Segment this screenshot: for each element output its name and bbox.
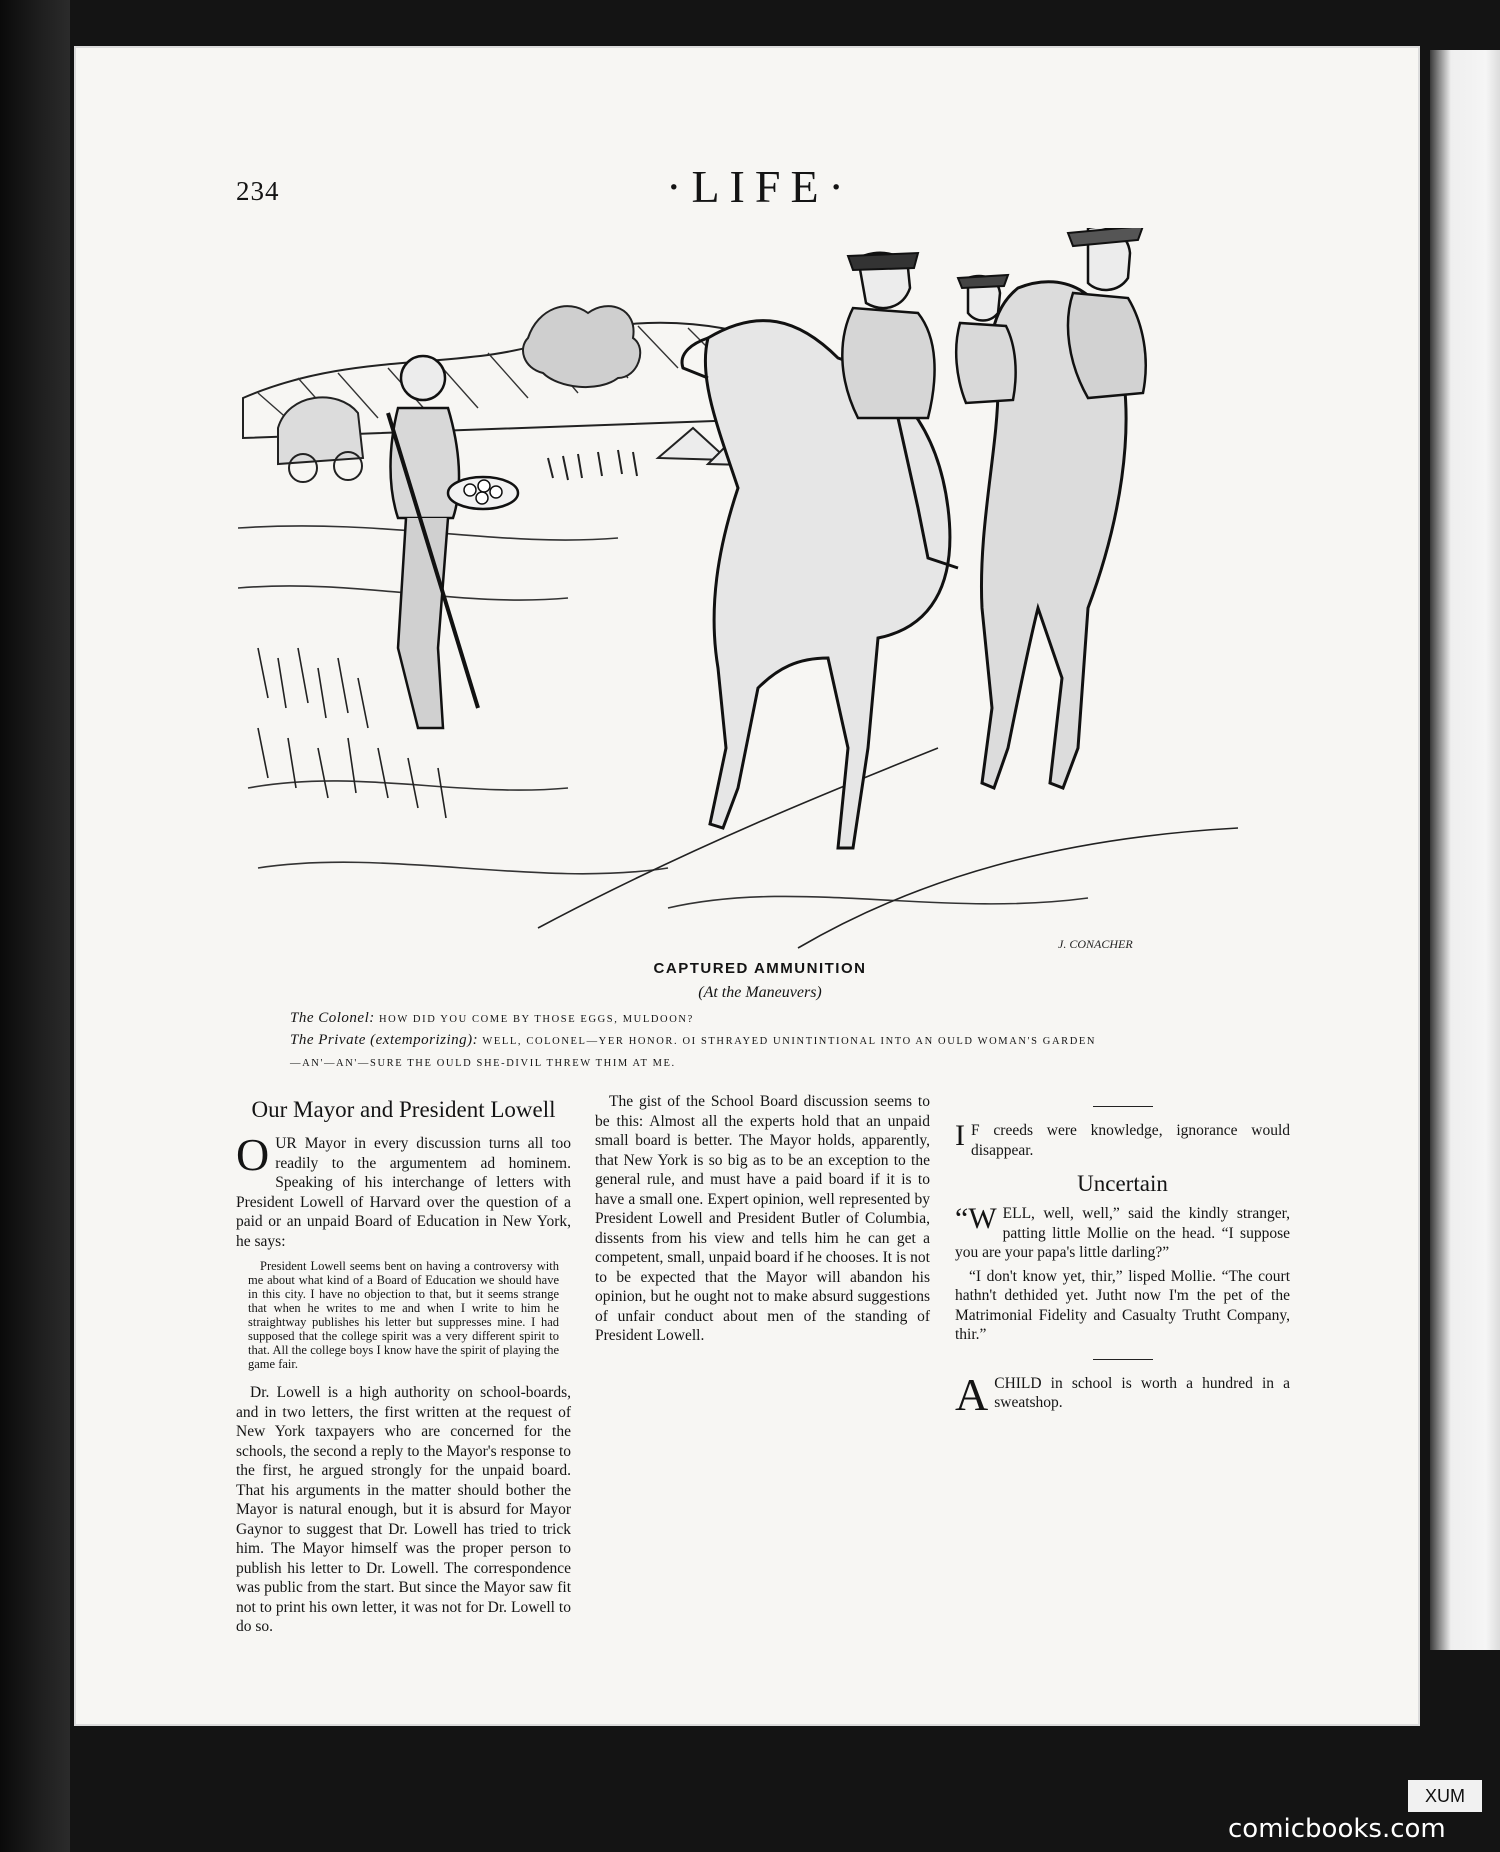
- drop-cap: “W: [955, 1202, 997, 1235]
- illustration-signature: J. CONACHER: [1058, 937, 1133, 951]
- text-column-2: [595, 1092, 930, 1350]
- article-paragraph: “I don't know yet, thir,” lisped Mollie. “The court hathn't dethided yet. Jutht now I'm the pet of the Matrimonial Fidelity and Casualty Trutht Company, thir.”: [955, 1267, 1290, 1343]
- article-paragraph: The gist of the School Board discussion seems to be this: Almost all the experts hold that an unpaid small board is better. The Mayor holds, apparently, that New York is so big as to be an exception to the general rule, and must have a paid board if it is to have a small one. Expert opinion, well represented by President Lowell and President Butler of Columbia, dissents from his view and tells him he can get a competent, small, unpaid board if he chooses. It is not to be expected that the Mayor will abandon his opinion, but he ought not to make absurd suggestions of unfair conduct about men of the standing of President Lowell.: [595, 1093, 930, 1344]
- page-number: 234: [236, 176, 280, 206]
- caption-dialogue-line: [290, 1032, 1096, 1049]
- drop-cap: I: [955, 1119, 965, 1152]
- cartoon-illustration: [238, 228, 1288, 956]
- article-headline: Our Mayor and President Lowell: [251, 1097, 556, 1122]
- caption-speaker: The Private (extemporizing):: [290, 1032, 479, 1048]
- paragraph-text: CHILD in school is worth a hundred in a sweatshop.: [994, 1374, 1290, 1411]
- section-divider: [1093, 1359, 1153, 1360]
- caption-dialogue-line: [290, 1054, 676, 1070]
- paragraph-text: ELL, well, well,” said the kindly stranger, patting little Mollie on the head. “I suppose you are your papa's little darling?”: [955, 1205, 1290, 1261]
- article-paragraph: Dr. Lowell is a high authority on school-boards, and in two letters, the first written at the request of New York taxpayers who are concerned for the schools, the second a reply to the Mayor's response to the first, he argued strongly for the unpaid board. That his arguments in the matter should bother the Mayor is natural enough, but it is absurd for Mayor Gaynor to suggest that Dr. Lowell has tried to trick him. The Mayor himself was the proper person to publish his letter to Dr. Lowell. The correspondence was public from the start. But since the Mayor saw fit not to print his own letter, it was not for Dr. Lowell to do so.: [236, 1384, 571, 1635]
- masthead-title: ·LIFE·: [666, 161, 854, 212]
- caption-title: CAPTURED AMMUNITION: [653, 960, 867, 977]
- article-headline: Uncertain: [1077, 1171, 1168, 1196]
- article-paragraph: [236, 1129, 571, 1251]
- filler-paragraph: [955, 1121, 1290, 1160]
- article-paragraph: [955, 1204, 1290, 1263]
- watermark-text: comicbooks.com: [1228, 1814, 1446, 1844]
- scan-left-edge: [0, 0, 70, 1852]
- caption-words: HOW DID YOU COME BY THOSE EGGS, MULDOON?: [379, 1014, 694, 1025]
- scan-stamp: XUM: [1408, 1780, 1482, 1812]
- text-column-3: [955, 1092, 1290, 1420]
- drop-cap: A: [955, 1368, 989, 1420]
- paragraph-text: F creeds were knowledge, ignorance would disappear.: [971, 1122, 1290, 1159]
- caption-speaker: The Colonel:: [290, 1010, 375, 1026]
- facing-page-edge: [1430, 50, 1500, 1650]
- caption-subtitle: (At the Maneuvers): [698, 984, 822, 1001]
- drop-cap: O: [236, 1129, 270, 1180]
- caption-words: WELL, COLONEL—YER HONOR. OI STHRAYED UNINTINTIONAL INTO AN OULD WOMAN'S GARDEN: [482, 1036, 1097, 1047]
- block-quote: President Lowell seems bent on having a controversy with me about what kind of a Board of Education we should have in this city. I have no objection to that, but it seems strange that when he writes to me and when I write to him he straightway publishes his letter but suppresses mine. I had supposed that the college spirit was a very different spirit to that. All the college boys I know have the spirit of playing the game fair.: [248, 1259, 559, 1371]
- wagon: [278, 397, 363, 464]
- text-column-1: [236, 1092, 571, 1641]
- section-divider: [1093, 1106, 1153, 1107]
- filler-paragraph: [955, 1368, 1290, 1420]
- paragraph-text: UR Mayor in every discussion turns all too readily to the argumentem ad hominem. Speaking of his interchange of letters with President Lowell of Harvard over the question of a paid or an unpaid Board of Education in New York, he says:: [236, 1135, 571, 1250]
- caption-words: —AN'—AN'—SURE THE OULD SHE-DIVIL THREW THIM AT ME.: [290, 1058, 676, 1069]
- caption-dialogue-line: [290, 1010, 694, 1027]
